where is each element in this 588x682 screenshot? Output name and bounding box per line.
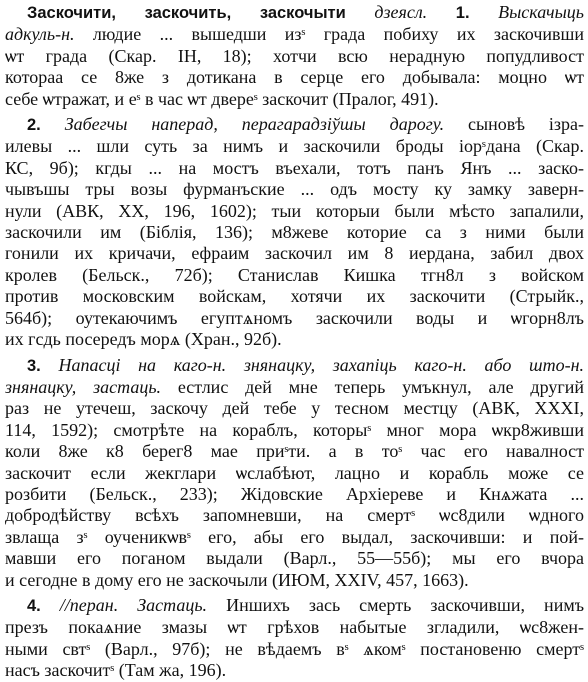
sense-1: [5, 2, 584, 110]
text-line: [5, 595, 584, 617]
text-line: себе ѡтражат, и еˢ в час ѡт двереˢ заскочит (Пралог, 491).: [5, 88, 439, 109]
sense-gloss: знянацку, застаць.: [5, 376, 162, 397]
sense-gloss: адкуль-н.: [5, 24, 75, 45]
quote-text: сыновѣ ізра-: [468, 114, 584, 135]
text-line: гонили их кричачи, ефраим заскочил им 8 иердана, забил двох: [5, 243, 584, 264]
text-line: розбити (Бельск., 233); Жідовские Архіереве и Кнѧжата ...: [5, 483, 584, 504]
text-line: чывъшы тры возы фурманъские ... одъ мосту ку замку заверн-: [5, 179, 584, 200]
text-line: и сегодне в дому его не заскочыли (ИЮМ, XXIV, 457, 1663).: [5, 569, 469, 590]
text-line: звлаща зˢ оученикѡвˢ его, абы его выдал, заскочивши: и пой-: [5, 526, 584, 547]
text-line: котораа се 8же з дотикана в серце его добывала: моцно ѡт: [5, 67, 584, 88]
text-line: 564б); оутекаючимъ егуптѧномъ заскочили воды и ѡгорн8лъ: [5, 307, 584, 328]
text-line: кролев (Бельск., 72б); Станислав Кишка тгн8л з войском: [5, 264, 584, 285]
text-line: насъ заскочитˢ (Там жа, 196).: [5, 660, 227, 681]
text-line: [5, 114, 584, 136]
text-line: [5, 355, 584, 377]
text-line: раз не утечеш, заскочу дей тебе у тесном местцу (АВК, XXXI,: [5, 398, 584, 419]
text-line: заскочили им (Біблія, 136); м8жеве которие са з ними были: [5, 222, 584, 243]
text-line: их гсдь посередъ морѧ (Хран., 92б).: [5, 329, 282, 350]
entry-first-line: [5, 2, 584, 24]
grammar-label: дзеясл.: [374, 2, 428, 22]
sense-2: [5, 114, 584, 350]
text-line: 114, 1592); смотрѣте на кораблъ, которыˢ мног мора ѡкр8живши: [5, 419, 584, 440]
sense-gloss: //перан. Застаць.: [59, 594, 208, 615]
quote-text: естлис дей мне теперь умъкнул, але другий: [177, 376, 584, 397]
sense-number: 1.: [455, 4, 470, 22]
sense-number: 2.: [27, 116, 41, 135]
sense-3: [5, 355, 584, 591]
quote-text: Иншихъ зась смерть заскочивши, нимъ: [226, 594, 584, 615]
text-line: [5, 24, 584, 45]
quote-text: людие ... вышедши изˢ града побиху их заскочивши: [92, 24, 584, 45]
text-line: ными свтˢ (Варл., 97б); не вѣдаемъ вˢ ѧкомˢ постановеню смертˢ: [5, 638, 584, 659]
headword: Заскочити, заскочить, заскочыти: [27, 4, 346, 22]
text-line: ѡт града (Скар. ІН, 18); хотчи всю нерадную попудливост: [5, 45, 584, 66]
text-line: нули (АВК, XX, 196, 1602); тыи которыи были мѣсто запалили,: [5, 200, 584, 221]
text-line: илевы ... шли суть за нимъ и заскочили броды іорˢдана (Скар.: [5, 136, 584, 157]
sense-gloss: Забегчы наперад, перагарадзіўшы дарогу.: [64, 114, 445, 135]
text-line: заскочит если жекглари ѡслабѣют, лацно и корабль може се: [5, 462, 584, 483]
sense-number: 3.: [27, 356, 41, 375]
text-line: против московским войскам, хотячи их заскочити (Стрыйк.,: [5, 286, 584, 307]
text-line: добродѣйству всѣхъ запомневши, на смертˢ ѡс8дили ѡдного: [5, 505, 584, 526]
text-line: мавши его поганом выдали (Варл., 55—55б); мы его вчора: [5, 548, 584, 569]
text-line: КС, 9б); кгды ... на мостъ въехали, тотъ панъ Янъ ... заско-: [5, 157, 584, 178]
text-line: [5, 377, 584, 398]
sense-gloss: Выскачыць: [498, 2, 584, 22]
sense-4: [5, 595, 584, 682]
sense-gloss: Напасці на каго-н. знянацку, захапіць каго-н. або што-н.: [58, 354, 584, 375]
sense-number: 4.: [27, 596, 41, 615]
text-line: коли 8же к8 берег8 мае приˢти. а в тоˢ час его навалност: [5, 441, 584, 462]
text-line: презъ покаѧние змазы ѡт грѣхов набытые згладили, ѡс8жен-: [5, 617, 584, 638]
